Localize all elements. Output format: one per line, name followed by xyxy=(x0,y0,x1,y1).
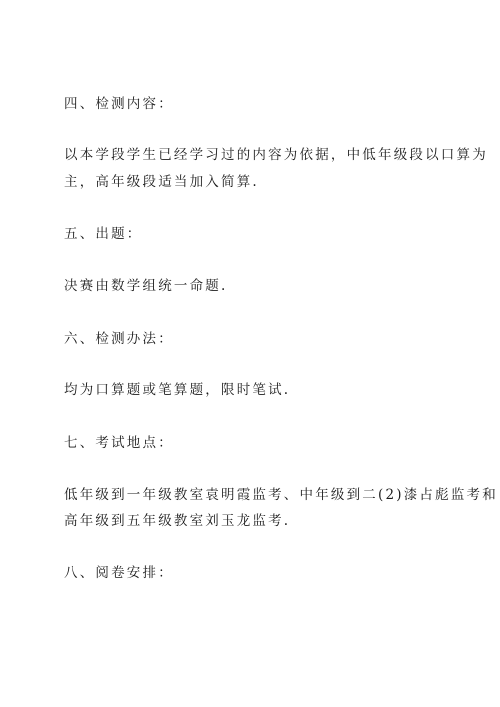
section-heading-7: 七、考试地点： xyxy=(64,435,174,451)
section-7-text-line-1: 低年级到一年级教室袁明霞监考、中年级到二(2)漆占彪监考和 xyxy=(64,487,498,503)
section-4-text-line-2: 主，高年级段适当加入简算. xyxy=(64,174,259,190)
section-7-text-line-2: 高年级到五年级教室刘玉龙监考. xyxy=(64,513,291,529)
section-5-text-line-1: 决赛由数学组统一命题. xyxy=(64,278,228,294)
section-heading-8: 八、阅卷安排： xyxy=(64,565,174,581)
section-heading-5: 五、出题： xyxy=(64,226,143,242)
section-heading-4: 四、检测内容： xyxy=(64,96,174,112)
section-4-text-line-1: 以本学段学生已经学习过的内容为依据，中低年级段以口算为 xyxy=(64,147,488,163)
section-heading-6: 六、检测办法： xyxy=(64,331,174,347)
section-6-text-line-1: 均为口算题或笔算题，限时笔试. xyxy=(64,382,291,398)
